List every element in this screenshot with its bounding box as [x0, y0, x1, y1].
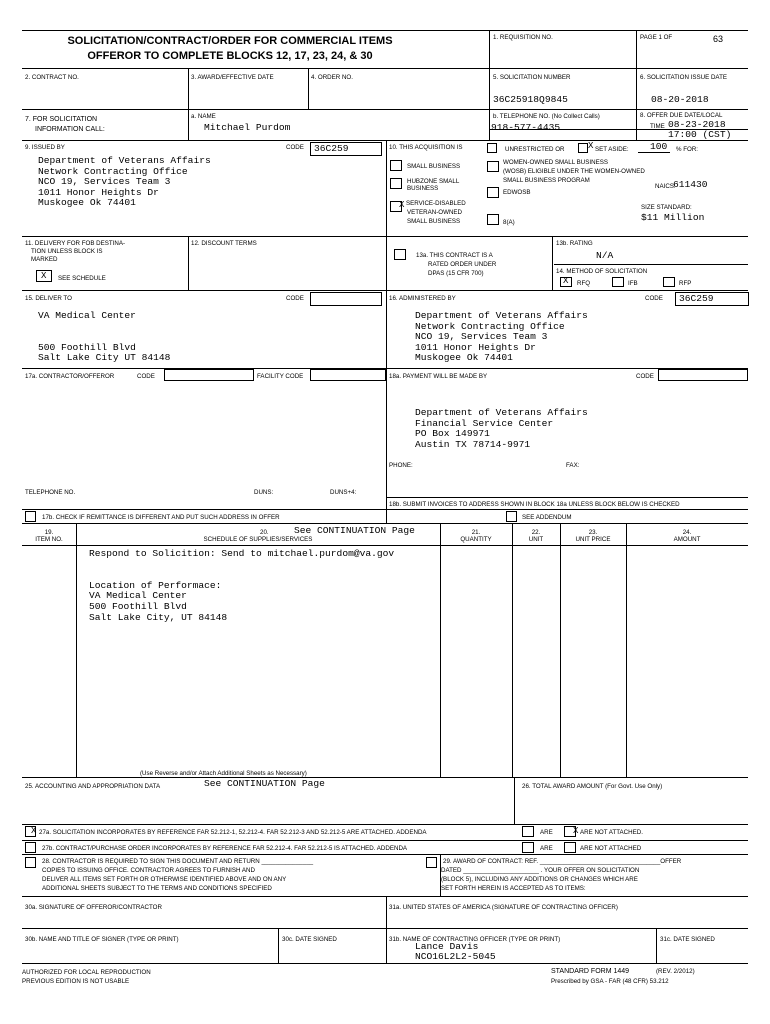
- rated-order-label-2: RATED ORDER UNDER: [428, 261, 497, 268]
- col21-number: 21.: [471, 529, 481, 536]
- officer-name-label: 31b. NAME OF CONTRACTING OFFICER (TYPE OR PRINT): [389, 936, 561, 943]
- col24-number: 24.: [682, 529, 692, 536]
- col24-label: AMOUNT: [673, 536, 701, 543]
- payment-address: Department of Veterans Affairs Financial Service Center PO Box 149971 Austin TX 78714-9971: [415, 407, 588, 450]
- sdvosb-label-3: SMALL BUSINESS: [407, 218, 461, 225]
- contractor-label: 17a. CONTRACTOR/OFFEROR: [25, 373, 115, 380]
- officer-date-label: 31c. DATE SIGNED: [660, 936, 715, 943]
- facility-code-label: FACILITY CODE: [257, 373, 304, 380]
- eight-a-checkbox[interactable]: [487, 214, 499, 225]
- clause-28-checkbox[interactable]: [25, 857, 36, 868]
- rated-order-label-3: DPAS (15 CFR 700): [428, 270, 484, 277]
- officer-id: NCO16L2L2-5045: [415, 951, 496, 962]
- col20-number: 20.: [260, 529, 269, 536]
- hubzone-label-2: BUSINESS: [407, 185, 439, 192]
- signature-offeror-label: 30a. SIGNATURE OF OFFEROR/CONTRACTOR: [25, 904, 162, 911]
- clause-27b-not-attached-checkbox[interactable]: [564, 842, 576, 853]
- schedule-body: Respond to Solicition: Send to mitchael.purdom@va.gov Location of Performace: VA Medical Center 500 Foothill Blvd Salt Lake City, UT 84148: [89, 548, 395, 623]
- rfp-label: RFP: [679, 280, 692, 287]
- award-date-label: 3. AWARD/EFFECTIVE DATE: [191, 74, 274, 81]
- col23-label: UNIT PRICE: [575, 536, 611, 543]
- wosb-checkbox[interactable]: [487, 161, 499, 172]
- submit-invoices-label: 18b. SUBMIT INVOICES TO ADDRESS SHOWN IN BLOCK 18a UNLESS BLOCK BELOW IS CHECKED: [389, 501, 680, 508]
- col22-label: UNIT: [528, 536, 544, 543]
- footer-previous-edition: PREVIOUS EDITION IS NOT USABLE: [22, 978, 130, 985]
- clause-29-line1: 29. AWARD OF CONTRACT: REF. ___________________________________OFFER: [443, 858, 682, 865]
- method-label: 14. METHOD OF SOLICITATION: [556, 268, 648, 275]
- rating-value: N/A: [596, 250, 614, 261]
- footer-authorized: AUTHORIZED FOR LOCAL REPRODUCTION: [22, 969, 151, 976]
- payment-code-field[interactable]: [658, 369, 748, 381]
- wosb-label: WOMEN-OWNED SMALL BUSINESS: [503, 159, 608, 166]
- discount-terms-label: 12. DISCOUNT TERMS: [191, 240, 257, 247]
- clause-27b-checkbox[interactable]: [25, 842, 36, 853]
- issued-by-label: 9. ISSUED BY: [25, 144, 65, 151]
- sdvosb-mark: X: [399, 200, 405, 210]
- officer-name: Lance Davis: [415, 941, 479, 952]
- solicitation-no-label: 5. SOLICITATION NUMBER: [493, 74, 571, 81]
- contractor-code-label: CODE: [137, 373, 155, 380]
- col23-number: 23.: [588, 529, 598, 536]
- ifb-checkbox[interactable]: [612, 277, 624, 287]
- clause-27b-not-attached: ARE NOT ATTACHED: [580, 845, 642, 852]
- set-aside-label: SET ASIDE:: [595, 146, 629, 153]
- acquisition-label: 10. THIS ACQUISITION IS: [389, 144, 463, 151]
- remittance-label: 17b. CHECK IF REMITTANCE IS DIFFERENT AND PUT SUCH ADDRESS IN OFFER: [42, 514, 280, 521]
- deliver-to-address: VA Medical Center 500 Foothill Blvd Salt Lake City UT 84148: [38, 310, 171, 364]
- payment-code-label: CODE: [636, 373, 654, 380]
- hubzone-label: HUBZONE SMALL: [407, 178, 460, 185]
- unrestricted-label: UNRESTRICTED OR: [505, 146, 565, 153]
- page-total: 63: [713, 34, 724, 44]
- size-standard: $11 Million: [641, 212, 705, 223]
- due-date: 08-23-2018: [668, 119, 726, 130]
- clause-27a-are-checkbox[interactable]: [522, 826, 534, 837]
- size-standard-label: SIZE STANDARD:: [641, 204, 692, 211]
- wosb-label-2: (WOSB) ELIGIBLE UNDER THE WOMEN-OWNED: [503, 168, 645, 175]
- telephone-no-label: TELEPHONE NO.: [25, 489, 76, 496]
- sdvosb-label: SERVICE-DISABLED: [406, 200, 466, 207]
- duns4-label: DUNS+4:: [330, 489, 357, 496]
- solicitation-no: 36C25918Q9845: [493, 94, 568, 105]
- eight-a-label: 8(A): [503, 219, 515, 226]
- administered-by-label: 16. ADMINISTERED BY: [389, 295, 456, 302]
- rfq-label: RFQ: [577, 280, 591, 287]
- clause-27b-text: 27b. CONTRACT/PURCHASE ORDER INCORPORATES BY REFERENCE FAR 52.212-4. FAR 52.212-5 IS ATTACHED. ADDENDA: [42, 845, 408, 852]
- info-call-label-2: INFORMATION CALL:: [35, 126, 105, 133]
- clause-28-line4: ADDITIONAL SHEETS SUBJECT TO THE TERMS AND CONDITIONS SPECIFIED: [42, 885, 272, 892]
- set-aside-percent: 100: [650, 141, 668, 152]
- due-time: 17:00 (CST): [668, 129, 732, 140]
- rfq-mark: X: [563, 276, 569, 286]
- contract-no-label: 2. CONTRACT NO.: [25, 74, 79, 81]
- delivery-fob-label-2: TION UNLESS BLOCK IS: [31, 248, 103, 255]
- see-schedule-mark: X: [41, 271, 47, 281]
- issued-by-code-label: CODE: [286, 144, 304, 151]
- remittance-checkbox[interactable]: [25, 511, 36, 522]
- issued-by-code: 36C259: [310, 142, 382, 156]
- clause-27a-not-attached-mark: X: [573, 826, 579, 836]
- duns-label: DUNS:: [254, 489, 274, 496]
- contact-phone: 918-577-4435: [491, 122, 561, 133]
- set-aside-checkbox[interactable]: [578, 143, 588, 153]
- deliver-to-code-label: CODE: [286, 295, 304, 302]
- rated-order-checkbox[interactable]: [394, 249, 406, 260]
- total-award-label: 26. TOTAL AWARD AMOUNT (For Govt. Use Only): [522, 783, 663, 790]
- order-no-label: 4. ORDER NO.: [311, 74, 353, 81]
- deliver-to-label: 15. DELIVER TO: [25, 295, 72, 302]
- time-label: TIME: [650, 123, 665, 130]
- naics-label: NAICS:: [655, 183, 676, 190]
- small-business-checkbox[interactable]: [390, 160, 402, 171]
- clause-27a-are: ARE: [540, 829, 553, 836]
- clause-27b-are: ARE: [540, 845, 553, 852]
- page-label: PAGE 1 OF: [640, 34, 673, 41]
- telephone-label: b. TELEPHONE NO. (No Collect Calls): [493, 113, 600, 120]
- clause-29-checkbox[interactable]: [426, 857, 437, 868]
- signer-name-label: 30b. NAME AND TITLE OF SIGNER (TYPE OR PRINT): [25, 936, 179, 943]
- small-business-label: SMALL BUSINESS: [407, 163, 461, 170]
- offer-due-label: 8. OFFER DUE DATE/LOCAL: [640, 112, 723, 119]
- reverse-note: (Use Reverse and/or Attach Additional Sheets as Necessary): [140, 770, 307, 777]
- percent-for-label: % FOR:: [676, 146, 699, 153]
- col21-label: QUANTITY: [460, 536, 492, 543]
- clause-29-line2: DATED ______________________ . YOUR OFFER ON SOLICITATION: [441, 867, 640, 874]
- edwosb-label: EDWOSB: [503, 189, 531, 196]
- see-schedule-label: SEE SCHEDULE: [58, 275, 106, 282]
- delivery-fob-label-3: MARKED: [31, 256, 58, 263]
- naics-code: 611430: [673, 179, 708, 190]
- clause-27a-not-attached: ARE NOT ATTACHED.: [580, 829, 643, 836]
- name-label: a. NAME: [191, 113, 216, 120]
- deliver-to-code-field: [310, 292, 382, 306]
- rfp-checkbox[interactable]: [663, 277, 675, 287]
- form-title-line1: SOLICITATION/CONTRACT/ORDER FOR COMMERCIAL ITEMS: [67, 35, 393, 47]
- contractor-code-field[interactable]: [164, 369, 254, 381]
- facility-code-field[interactable]: [310, 369, 386, 381]
- offeror-date-label: 30c. DATE SIGNED: [282, 936, 337, 943]
- footer-revision: (REV. 2/2012): [656, 968, 695, 975]
- administered-by-address: Department of Veterans Affairs Network Contracting Office NCO 19, Services Team 3 1011 Honor Heights Dr Muskogee Ok 74401: [415, 310, 588, 364]
- clause-27b-are-checkbox[interactable]: [522, 842, 534, 853]
- clause-28-line3: DELIVER ALL ITEMS SET FORTH OR OTHERWISE IDENTIFIED ABOVE AND ON ANY: [42, 876, 287, 883]
- clause-29-line3: (BLOCK 5), INCLUDING ANY ADDITIONS OR CHANGES WHICH ARE: [441, 876, 638, 883]
- rating-label: 13b. RATING: [556, 240, 593, 247]
- col22-number: 22.: [531, 529, 541, 536]
- item-no-label: ITEM NO.: [35, 536, 63, 543]
- payment-label: 18a. PAYMENT WILL BE MADE BY: [389, 373, 488, 380]
- set-aside-mark: X: [588, 141, 594, 151]
- contact-name: Mitchael Purdom: [204, 122, 291, 133]
- wosb-label-3: SMALL BUSINESS PROGRAM: [503, 177, 590, 184]
- see-addendum-label: SEE ADDENDUM: [522, 514, 572, 521]
- issued-by-address: Department of Veterans Affairs Network Contracting Office NCO 19, Services Team 3 1011 Honor Heights Dr Muskogee Ok 74401: [38, 155, 211, 209]
- payment-fax-label: FAX:: [566, 462, 580, 469]
- clause-29-line4: SET FORTH HEREIN IS ACCEPTED AS TO ITEMS:: [441, 885, 586, 892]
- unrestricted-checkbox[interactable]: [487, 143, 497, 153]
- addendum-checkbox[interactable]: [506, 511, 517, 522]
- col20-label: SCHEDULE OF SUPPLIES/SERVICES: [203, 536, 313, 543]
- clause-27a-text: 27a. SOLICITATION INCORPORATES BY REFERENCE FAR 52.212-1, 52.212-4. FAR 52.212-3 AND 52.212-5 ARE ATTACHED. ADDENDA: [39, 829, 427, 836]
- ifb-label: IFB: [628, 280, 638, 287]
- clause-28-line2: COPIES TO ISSUING OFFICE. CONTRACTOR AGREES TO FURNISH AND: [42, 867, 255, 874]
- footer-form-name: STANDARD FORM 1449: [551, 968, 630, 975]
- signature-officer-label: 31a. UNITED STATES OF AMERICA (SIGNATURE OF CONTRACTING OFFICER): [389, 904, 618, 911]
- administered-by-code-label: CODE: [645, 295, 663, 302]
- col20-value: See CONTINUATION Page: [294, 525, 415, 536]
- issue-date: 08-20-2018: [651, 94, 709, 105]
- edwosb-checkbox[interactable]: [487, 187, 499, 198]
- payment-phone-label: PHONE:: [389, 462, 413, 469]
- clause-27a-mark: X: [31, 826, 37, 836]
- info-call-label: 7. FOR SOLICITATION: [25, 116, 98, 123]
- administered-by-code: 36C259: [675, 292, 749, 306]
- delivery-fob-label: 11. DELIVERY FOR FOB DESTINA-: [25, 240, 126, 247]
- form-title-line2: OFFEROR TO COMPLETE BLOCKS 12, 17, 23, 24, & 30: [87, 50, 373, 62]
- hubzone-checkbox[interactable]: [390, 178, 402, 189]
- item-no-number: 19.: [44, 529, 54, 536]
- requisition-no-label: 1. REQUISITION NO.: [493, 34, 553, 41]
- rated-order-label: 13a. THIS CONTRACT IS A: [416, 252, 493, 259]
- sdvosb-label-2: VETERAN-OWNED: [407, 209, 463, 216]
- footer-prescribed: Prescribed by GSA - FAR (48 CFR) 53.212: [551, 978, 669, 985]
- clause-28-line1: 28. CONTRACTOR IS REQUIRED TO SIGN THIS DOCUMENT AND RETURN _______________: [42, 858, 314, 865]
- accounting-value: See CONTINUATION Page: [204, 778, 325, 789]
- accounting-label: 25. ACCOUNTING AND APPROPRIATION DATA: [25, 783, 161, 790]
- issue-date-label: 6. SOLICITATION ISSUE DATE: [640, 74, 727, 81]
